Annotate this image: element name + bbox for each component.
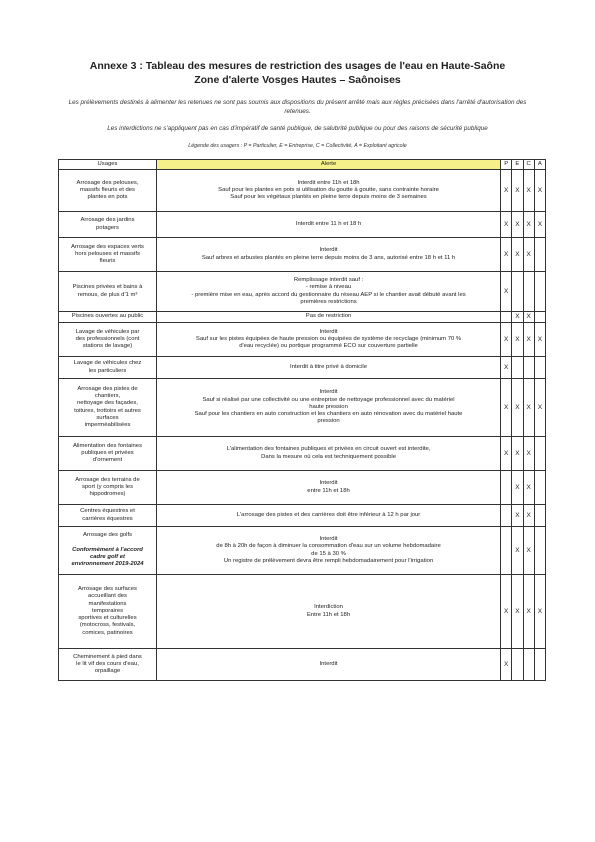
mark-c: X [523,379,534,437]
mark-c: X [523,170,534,212]
restriction-table [58,159,546,681]
mark-e [512,649,523,681]
alert-cell [157,471,501,505]
alert-text: entre 11h et 18h [307,487,350,494]
usage-cell [59,238,157,272]
usage-text: hippodromes) [89,491,126,498]
mark-p: X [501,379,512,437]
alert-cell [157,170,501,212]
column-header-p: P [501,160,512,170]
mark-p [501,471,512,505]
alert-text: Sauf si réalisé par une collectivité ou une entreprise de nettoyage professionnel avec du matériel [202,396,455,403]
usage-cell [59,379,157,437]
usage-text: Arrosage des jardins [80,217,135,224]
mark-a [534,471,545,505]
usage-text: Lavage de véhicules chez [73,360,142,367]
usage-text: hors pelouses et massifs [75,250,140,257]
mark-c: X [523,575,534,649]
usage-text: carrières équestres [82,515,133,522]
table-row [59,471,546,505]
mark-a: X [534,170,545,212]
usage-text: le lit vif des cours d'eau, [76,660,139,667]
table-row [59,357,546,379]
mark-e: X [512,238,523,272]
mark-e [512,357,523,379]
usage-text: sport (y compris les [81,483,134,490]
column-header-a: A [534,160,545,170]
usage-cell [59,312,157,323]
usage-text: Piscines privées et bains à [72,284,143,291]
mark-a [534,649,545,681]
usage-text: manifestations [88,600,127,607]
mark-p: X [501,238,512,272]
usage-text: Centres équestres et [80,508,135,515]
mark-e [512,272,523,312]
mark-p [501,527,512,575]
mark-c: X [523,437,534,471]
table-row [59,575,546,649]
usage-text: plantes en pots [87,194,128,201]
usage-text: Arrosage des terrains de [75,476,140,483]
document-subtitle: Zone d'alerte Vosges Hautes – Saônoises [194,74,401,86]
usage-text: remous, de plus d'1 m³ [77,291,138,298]
alert-cell [157,312,501,323]
usage-text: Piscines ouvertes au public [71,313,144,320]
mark-a [534,437,545,471]
usage-text: chantiers, [94,393,121,400]
alert-text: haute pression [309,403,348,410]
mark-e: X [512,312,523,323]
mark-c [523,649,534,681]
table-header-row [59,160,546,170]
mark-a: X [534,379,545,437]
mark-p: X [501,323,512,357]
mark-p: X [501,212,512,238]
usage-text: les particuliers [88,367,127,374]
mark-a [534,238,545,272]
usage-text: imperméabilisées [84,421,131,428]
usage-text: massifs fleuris et des [80,186,135,193]
usage-text: stations de lavage) [82,343,133,350]
usage-text: surfaces [96,414,119,421]
mark-e: X [512,505,523,527]
mark-e: X [512,323,523,357]
alert-text: Remplissage interdit sauf : [293,277,364,284]
exemption-note: Les interdictions ne s'appliquent pas en cas d'impératif de santé publique, de salubrité publique ou pour des raisons de sécurité publique [107,125,488,132]
alert-text: Interdiction [314,604,343,611]
usage-cell [59,471,157,505]
mark-c [523,272,534,312]
usage-text: d'ornement [92,457,123,464]
mark-p: X [501,575,512,649]
column-header-usages: Usages [59,160,157,170]
alert-text: Interdit [319,247,338,254]
mark-e: X [512,437,523,471]
column-header-alerte: Alerte [157,160,501,170]
mark-p: X [501,272,512,312]
usage-text: Arrosage des pelouses, [76,179,139,186]
usage-cell [59,437,157,471]
document-title: Annexe 3 : Tableau des mesures de restriction des usages de l'eau en Haute-Saône [89,60,506,72]
alert-text: Interdit [319,328,338,335]
alert-text: premières restrictions [300,298,357,305]
alert-cell [157,238,501,272]
usage-cell [59,575,157,649]
mark-a [534,505,545,527]
table-row [59,649,546,681]
alert-text: - première mise en eau, après accord du gestionnaire du réseau AEP si le chantier avait débuté avant les [191,291,466,298]
alert-text: Interdit [319,389,338,396]
alert-text: Entre 11h et 18h [306,611,351,618]
alert-text: de 8h à 20h de façon à diminuer la consommation d'eau sur un volume hebdomadaire [216,543,441,550]
usage-cell [59,170,157,212]
table-row [59,212,546,238]
usage-text: orpaillage [94,668,121,675]
table-row [59,238,546,272]
usage-text: fleuris [99,258,116,265]
mark-c [523,357,534,379]
mark-e: X [512,212,523,238]
usage-cell [59,649,157,681]
mark-c: X [523,471,534,505]
alert-text: - remise à niveau [305,284,352,291]
usage-cell [59,527,157,575]
usage-text: Cheminement à pied dans [73,653,142,660]
mark-p: X [501,437,512,471]
alert-text: Interdit [319,660,338,667]
mark-a: X [534,323,545,357]
alert-text: Interdit [319,480,338,487]
alert-text: Dans la mesure où cela est techniquement possible [261,453,396,460]
alert-cell [157,575,501,649]
alert-text: Sauf pour les chantiers en auto construction et les chantiers en auto rénovation avec du matériel haute [194,411,463,418]
mark-p: X [501,649,512,681]
mark-p: X [501,357,512,379]
usage-cell [59,272,157,312]
table-row [59,527,546,575]
alert-text: L'arrosage des pistes et des carrières doit être inférieur à 12 h par jour [236,511,421,518]
table-row [59,437,546,471]
usage-text: temporaires [91,607,124,614]
table-row [59,379,546,437]
usage-text: sportives et culturelles [78,615,137,622]
mark-a: X [534,575,545,649]
alert-cell [157,272,501,312]
column-header-c: C [523,160,534,170]
mark-p [501,312,512,323]
usage-text: (motocross, festivals, [79,622,136,629]
alert-cell [157,357,501,379]
alert-text: Interdit entre 11h et 18h [297,179,360,186]
table-row [59,312,546,323]
usage-cell [59,505,157,527]
mark-e: X [512,575,523,649]
table-row [59,170,546,212]
alert-text: Sauf arbres et arbustes plantés en pleine terre depuis moins de 3 ans, autorisé entre 18 h et 11 h [201,254,456,261]
table-row [59,323,546,357]
usage-italic-text: Conformément à l'accord [72,546,143,553]
mark-c: X [523,527,534,575]
usage-text: Alimentation des fontaines [72,442,143,449]
mark-e: X [512,170,523,212]
alert-text: L'alimentation des fontaines publiques et privées en circuit ouvert est interdite, [226,446,431,453]
mark-a [534,357,545,379]
alert-text: Sauf pour les végétaux plantés en pleine terre depuis moins de 3 semaines [230,194,427,201]
retention-note: Les prélèvements destinés à alimenter les retenues ne sont pas soumis aux dispositions du présent arrêté mais aux règles précisées dans l'arrêté d'autorisation des retenues. [68,99,527,115]
usage-cell [59,357,157,379]
mark-e: X [512,471,523,505]
alert-text: Interdit entre 11 h et 18 h [295,220,362,227]
mark-c: X [523,323,534,357]
usage-text: Arrosage des espaces verts [70,243,144,250]
usage-cell [59,212,157,238]
mark-c: X [523,212,534,238]
mark-c: X [523,238,534,272]
mark-a [534,527,545,575]
mark-c: X [523,505,534,527]
alert-text: de 15 à 30 % [311,550,346,557]
mark-a [534,272,545,312]
alert-text: pression [317,418,340,425]
usage-italic-text: cadre golf et [89,554,126,561]
alert-text: Un registre de prélèvement devra être rempli hebdomadairement pour l'irrigation [223,557,434,564]
column-header-e: E [512,160,523,170]
user-legend: Légende des usagers : P = Particulier, E = Entreprise, C = Collectivité, A = Exploitant agricole [188,143,407,149]
mark-e: X [512,527,523,575]
mark-e: X [512,379,523,437]
usage-text: Arrosage des pistes de [77,385,138,392]
alert-text: d'eau recyclée) ou portique programmé ECO sur couverture partielle [239,343,418,350]
alert-text: Interdit [319,536,338,543]
alert-cell [157,527,501,575]
usage-text: Lavage de véhicules par [75,328,140,335]
alert-text: Interdit à titre privé à domicile [290,363,367,370]
alert-cell [157,505,501,527]
alert-cell [157,212,501,238]
alert-text: Sauf sur les pistes équipées de haute pression ou équipées de système de recyclage (minimum 70 % [195,335,462,342]
usage-italic-text: environnement 2019-2024 [71,561,144,568]
usage-text: comices, patinoires [82,629,133,636]
usage-text: Arrosage des surfaces [78,586,137,593]
alert-cell [157,437,501,471]
mark-p [501,505,512,527]
table-row [59,272,546,312]
usage-text: accueillant des [88,593,127,600]
usage-text: nettoyage des façades, [77,400,138,407]
usage-text: Arrosage des golfs [82,532,133,539]
mark-p: X [501,170,512,212]
usage-text: des professionnels (cont [75,335,140,342]
alert-text: Pas de restriction [305,313,352,320]
alert-cell [157,323,501,357]
mark-c: X [523,312,534,323]
alert-text: Sauf pour les plantes en pots si utilisation du goutte à goutte, sans contrainte horaire [218,186,439,193]
usage-text: toitures, trottoirs et autres [74,407,141,414]
usage-text: potagers [96,224,119,231]
alert-cell [157,379,501,437]
alert-cell [157,649,501,681]
mark-a: X [534,212,545,238]
table-row [59,505,546,527]
usage-cell [59,323,157,357]
usage-text: publiques et privées [81,449,134,456]
mark-a [534,312,545,323]
